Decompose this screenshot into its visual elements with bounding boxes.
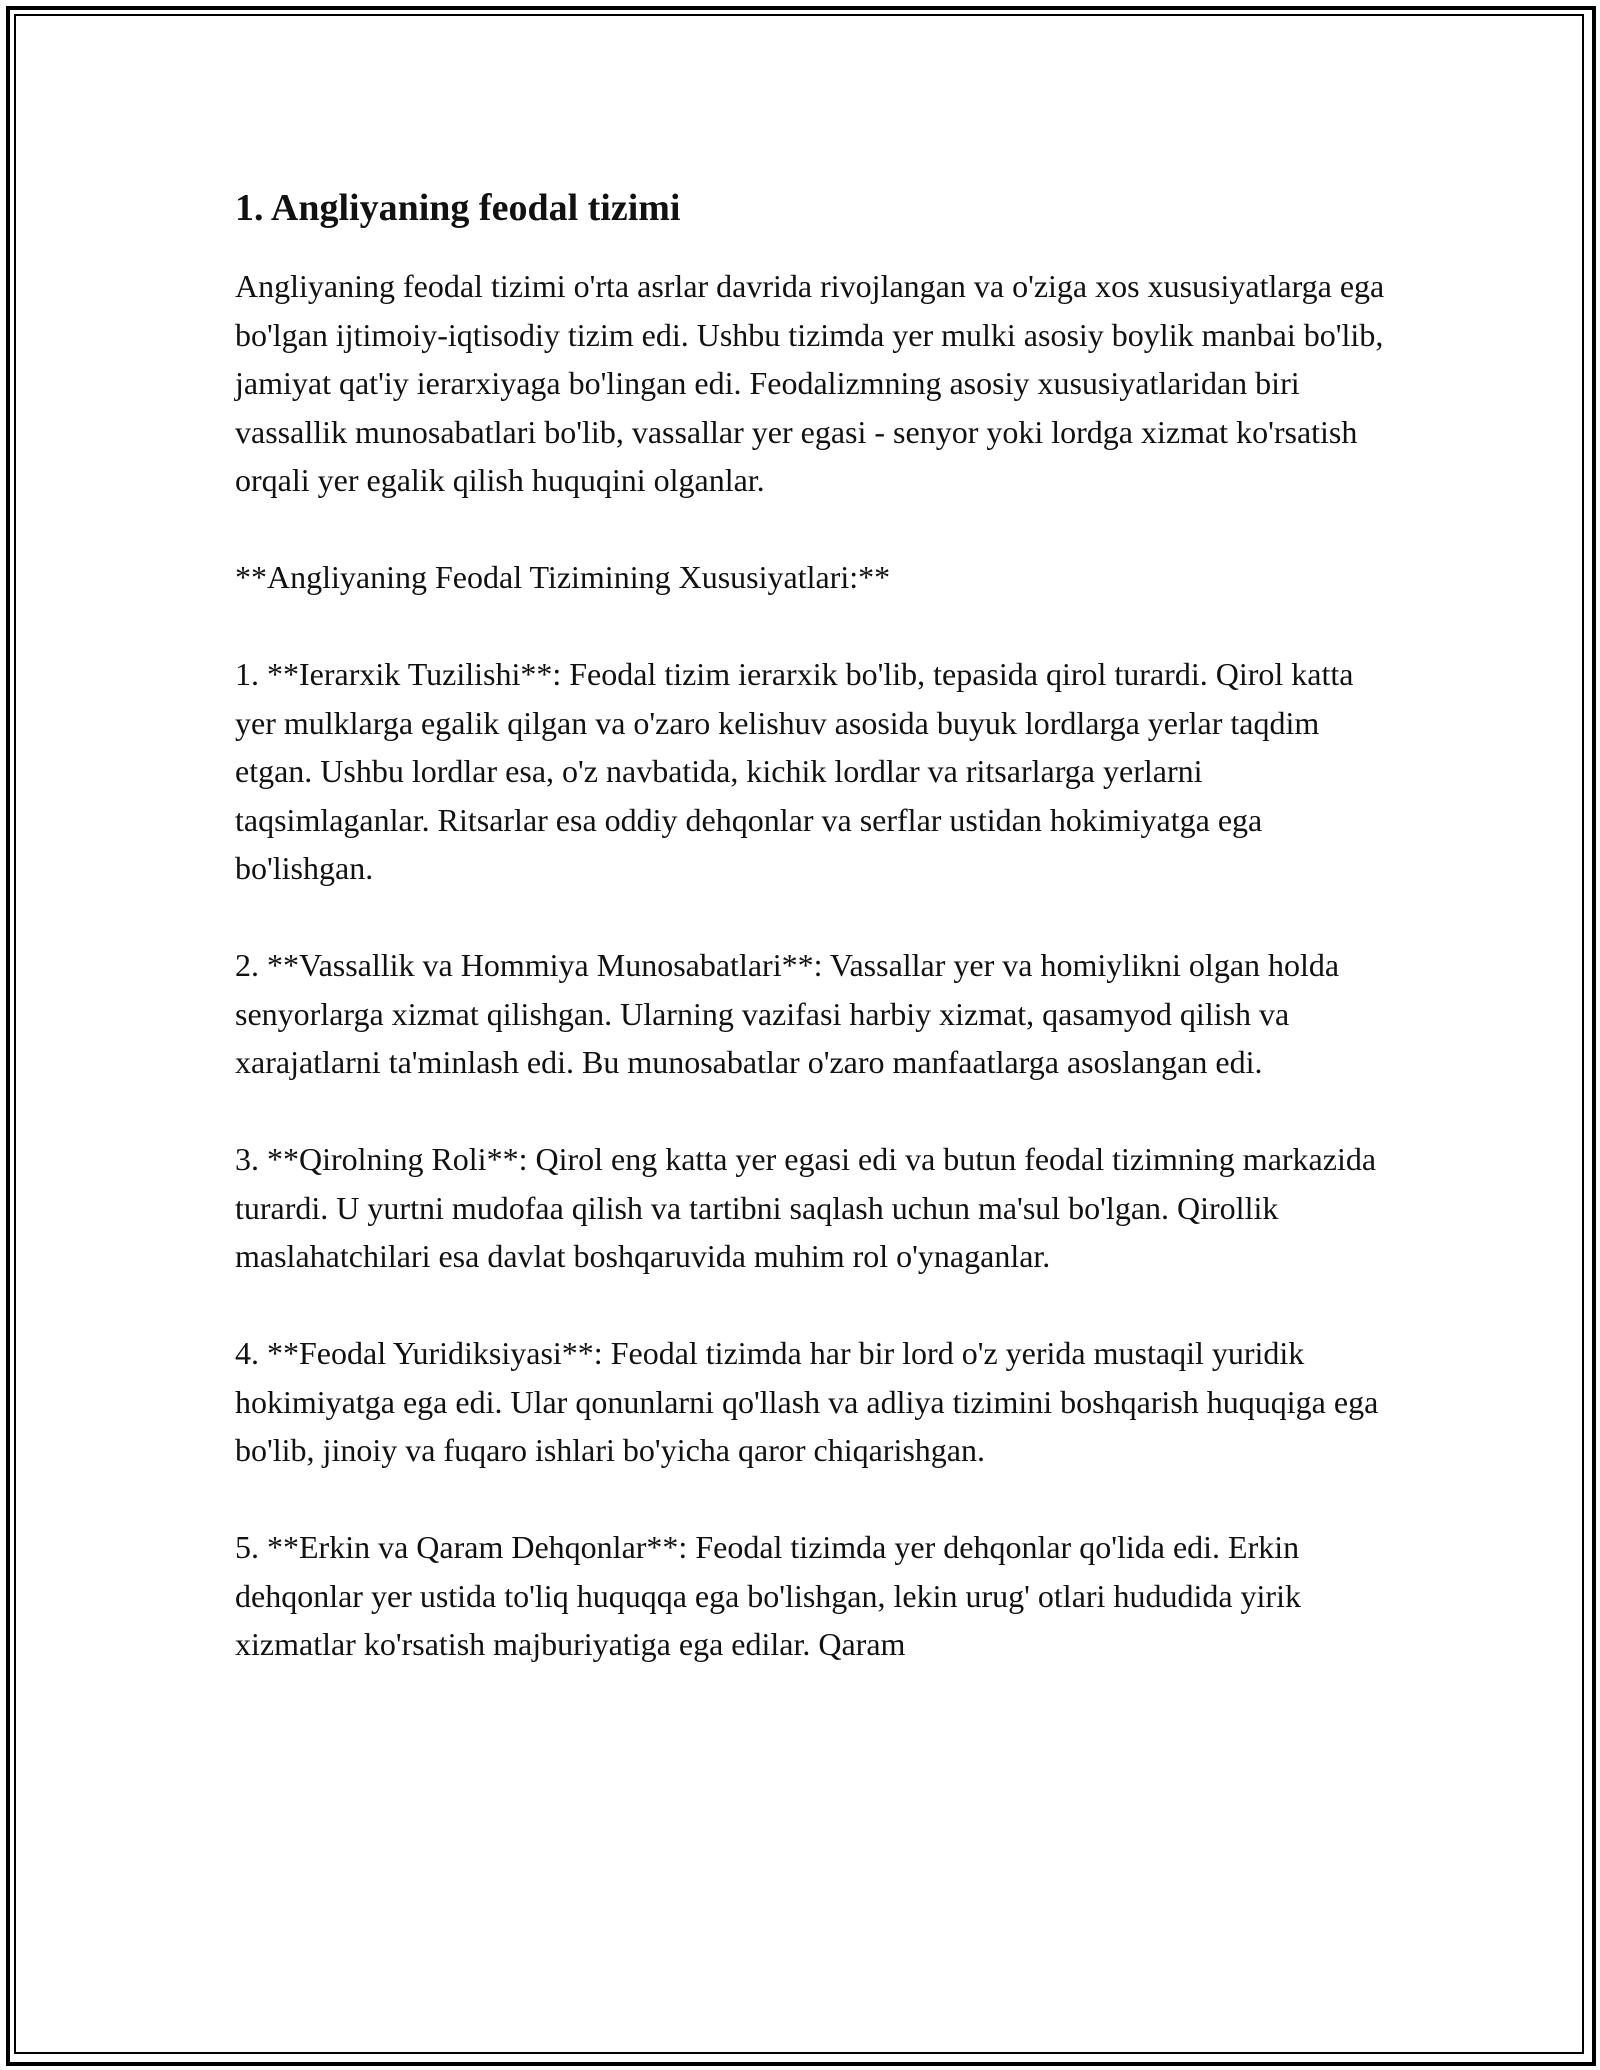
intro-paragraph: Angliyaning feodal tizimi o'rta asrlar davrida rivojlangan va o'ziga xos xususiyatlarga ega bo'lgan ijtimoiy-iqtisodiy tizim edi. Ushbu tizimda yer mulki asosiy boylik manbai bo'lib, jamiyat qat'iy ierarxiyaga bo'lingan edi. Feodalizmning asosiy xususiyatlaridan biri vassallik munosabatlari bo'lib, vassallar yer egasi - senyor yoki lordga xizmat ko'rsatish orqali yer egalik qilish huquqini olganlar. [235,268,1385,498]
feature-item-jurisdiction: 4. **Feodal Yuridiksiyasi**: Feodal tizimda har bir lord o'z yerida mustaqil yuridik hokimiyatga ega edi. Ular qonunlarni qo'llash va adliya tizimini boshqarish huquqiga ega bo'lib, jinoiy va fuqaro ishlari bo'yicha qaror chiqarishgan. [235,1335,1379,1468]
feature-item-peasants: 5. **Erkin va Qaram Dehqonlar**: Feodal tizimda yer dehqonlar qo'lida edi. Erkin dehqonlar yer ustida to'liq huquqqa ega bo'lishgan, lekin urug' otlari hududida yirik xizmatlar ko'rsatish majburiyatiga ega edilar. Qaram [235,1529,1301,1662]
feature-item-vassalage: 2. **Vassallik va Hommiya Munosabatlari**: Vassallar yer va homiylikni olgan holda senyorlarga xizmat qilishgan. Ularning vazifasi harbiy xizmat, qasamyod qilish va xarajatlarni ta'minlash edi. Bu munosabatlar o'zaro manfaatlarga asoslangan edi. [235,947,1340,1080]
features-subheading: **Angliyaning Feodal Tizimining Xususiyatlari:** [235,559,891,595]
section-heading: 1. Angliyaning feodal tizimi [235,187,681,229]
feature-item-hierarchy: 1. **Ierarxik Tuzilishi**: Feodal tizim ierarxik bo'lib, tepasida qirol turardi. Qirol katta yer mulklarga egalik qilgan va o'zaro kelishuv asosida buyuk lordlarga yerlar taqdim etgan. Ushbu lordlar esa, o'z navbatida, kichik lordlar va ritsarlarga yerlarni taqsimlaganlar. Ritsarlar esa oddiy dehqonlar va serflar ustidan hokimiyatga ega bo'lishgan. [235,656,1354,886]
feature-item-king-role: 3. **Qirolning Roli**: Qirol eng katta yer egasi edi va butun feodal tizimning markazida turardi. U yurtni mudofaa qilish va tartibni saqlash uchun ma'sul bo'lgan. Qirollik maslahatchilari esa davlat boshqaruvida muhim rol o'ynaganlar. [235,1141,1377,1274]
document-body [235,184,1385,1717]
